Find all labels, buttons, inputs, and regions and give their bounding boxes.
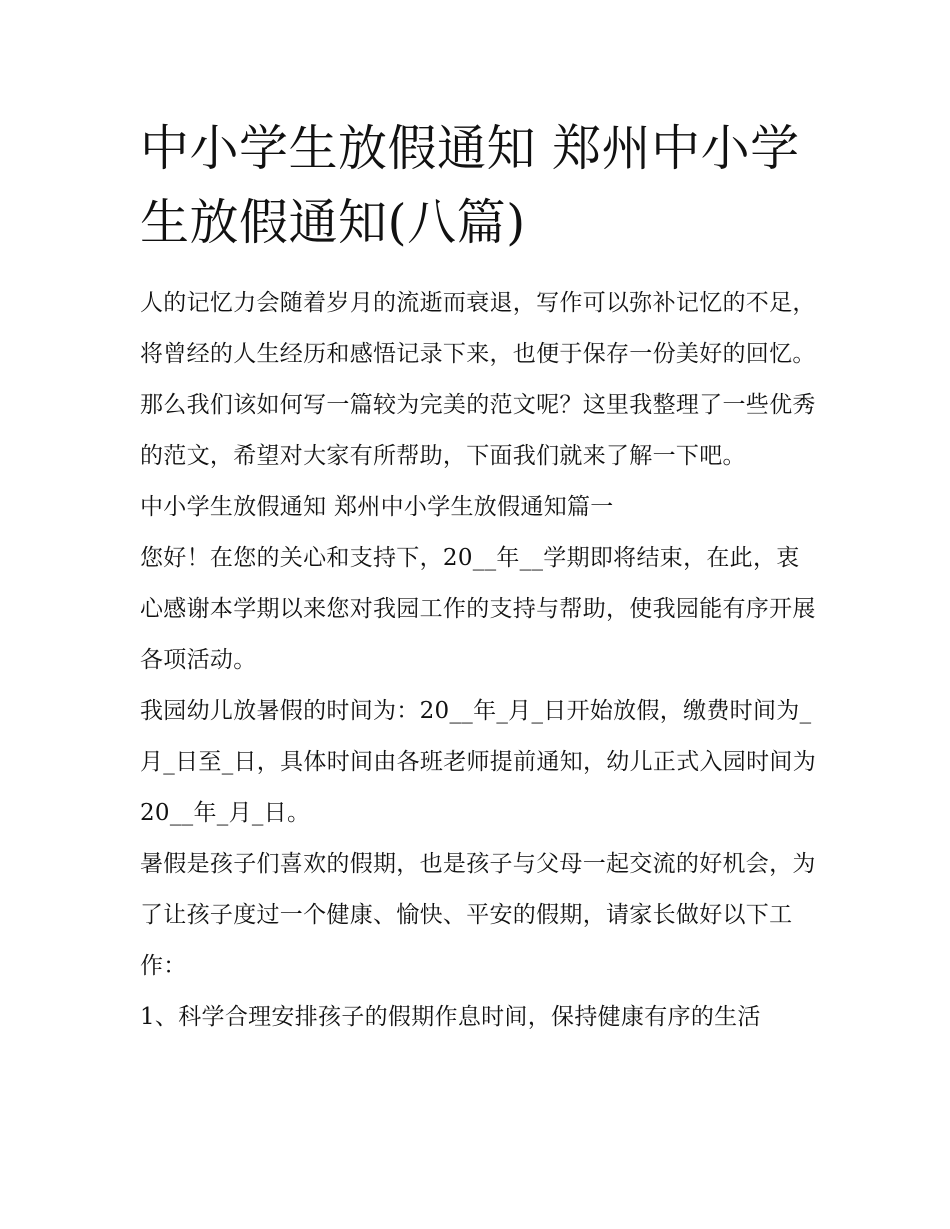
list-item: 1、科学合理安排孩子的假期作息时间，保持健康有序的生活 xyxy=(140,1004,761,1030)
body-paragraph-greeting: 您好！在您的关心和支持下，20__年__学期即将结束，在此，衷心感谢本学期以来您对我园工作的支持与帮助，使我园能有序开展各项活动。 xyxy=(140,545,816,673)
section-heading: 中小学生放假通知 郑州中小学生放假通知篇一 xyxy=(140,494,614,520)
document-page xyxy=(140,112,820,1043)
document-title: 中小学生放假通知 郑州中小学生放假通知(八篇) xyxy=(140,120,800,251)
intro-paragraph: 人的记忆力会随着岁月的流逝而衰退，写作可以弥补记忆的不足，将曾经的人生经历和感悟记录下来，也便于保存一份美好的回忆。那么我们该如何写一篇较为完美的范文呢？这里我整理了一些优秀的范文，希望对大家有所帮助，下面我们就来了解一下吧。 xyxy=(140,290,816,469)
body-paragraph-summer: 暑假是孩子们喜欢的假期，也是孩子与父母一起交流的好机会，为了让孩子度过一个健康、愉快、平安的假期，请家长做好以下工作： xyxy=(140,851,816,979)
body-paragraph-schedule: 我园幼儿放暑假的时间为：20__年_月_日开始放假，缴费时间为_月_日至_日，具体时间由各班老师提前通知，幼儿正式入园时间为20__年_月_日。 xyxy=(140,698,816,826)
